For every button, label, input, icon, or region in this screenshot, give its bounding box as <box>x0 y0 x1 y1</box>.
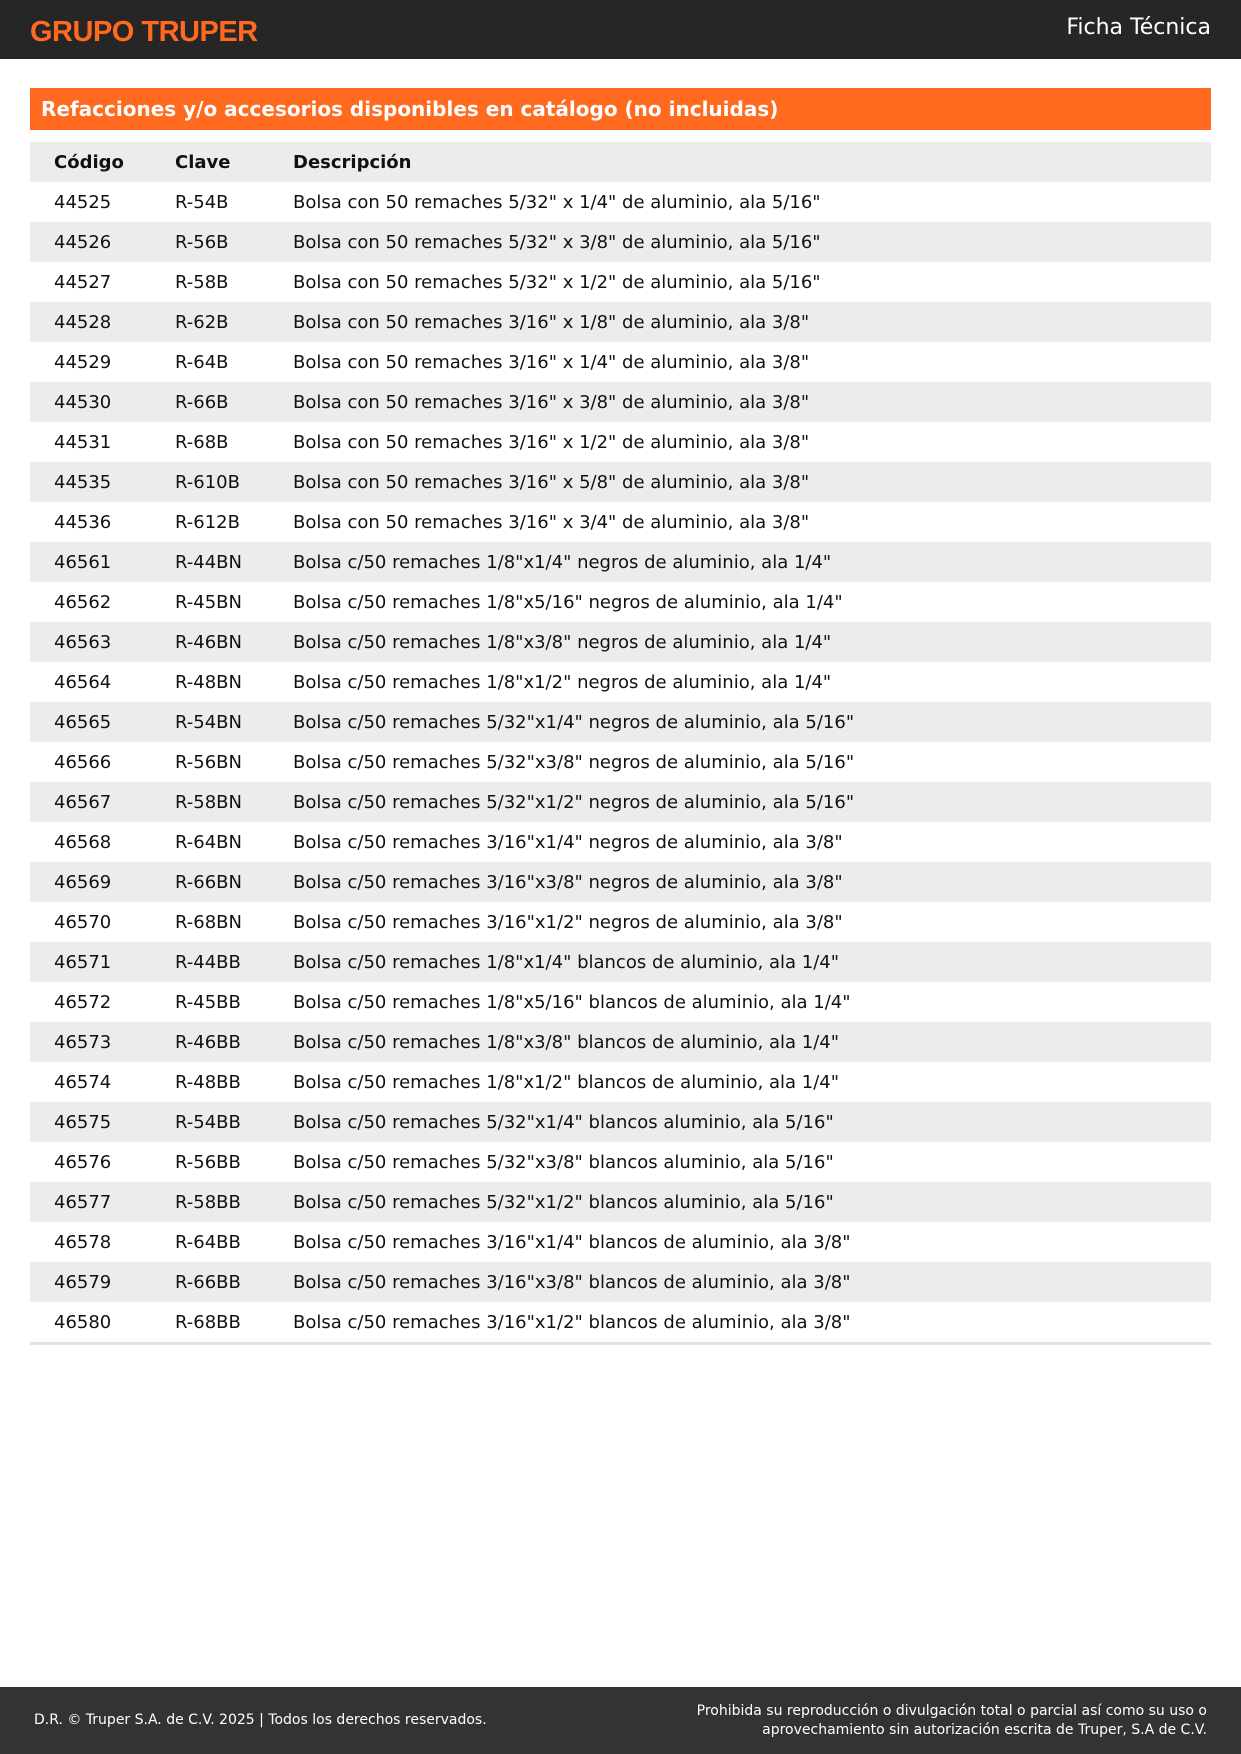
cell-clave: R-54B <box>175 191 229 213</box>
cell-codigo: 44527 <box>54 271 112 293</box>
cell-codigo: 46568 <box>54 831 112 853</box>
cell-codigo: 46575 <box>54 1111 112 1133</box>
cell-codigo: 46578 <box>54 1231 112 1253</box>
cell-clave: R-58BN <box>175 791 242 813</box>
table-row <box>30 622 1211 662</box>
cell-descripcion: Bolsa c/50 remaches 3/16"x1/2" negros de aluminio, ala 3/8" <box>293 911 843 933</box>
cell-codigo: 46563 <box>54 631 112 653</box>
cell-descripcion: Bolsa c/50 remaches 3/16"x3/8" blancos de aluminio, ala 3/8" <box>293 1271 851 1293</box>
cell-clave: R-58BB <box>175 1191 241 1213</box>
cell-codigo: 46580 <box>54 1311 112 1333</box>
table-row <box>30 1102 1211 1142</box>
cell-clave: R-46BB <box>175 1031 241 1053</box>
cell-codigo: 46573 <box>54 1031 112 1053</box>
cell-codigo: 46562 <box>54 591 112 613</box>
table-row <box>30 182 1211 222</box>
cell-codigo: 46574 <box>54 1071 112 1093</box>
cell-descripcion: Bolsa c/50 remaches 3/16"x3/8" negros de aluminio, ala 3/8" <box>293 871 843 893</box>
table-row <box>30 862 1211 902</box>
cell-codigo: 46570 <box>54 911 112 933</box>
cell-clave: R-56B <box>175 231 229 253</box>
cell-descripcion: Bolsa c/50 remaches 5/32"x1/2" negros de aluminio, ala 5/16" <box>293 791 855 813</box>
cell-descripcion: Bolsa c/50 remaches 1/8"x1/2" blancos de aluminio, ala 1/4" <box>293 1071 840 1093</box>
cell-clave: R-66BN <box>175 871 242 893</box>
grupo-truper-logo: GRUPO TRUPER <box>30 16 258 48</box>
cell-clave: R-44BB <box>175 951 241 973</box>
cell-codigo: 46561 <box>54 551 112 573</box>
copyright-text: D.R. © Truper S.A. de C.V. 2025 | Todos los derechos reservados. <box>34 1712 487 1728</box>
cell-clave: R-64B <box>175 351 229 373</box>
cell-codigo: 46576 <box>54 1151 112 1173</box>
cell-codigo: 46572 <box>54 991 112 1013</box>
table-row <box>30 462 1211 502</box>
cell-codigo: 46565 <box>54 711 112 733</box>
cell-codigo: 44531 <box>54 431 112 453</box>
cell-descripcion: Bolsa c/50 remaches 1/8"x1/4" blancos de aluminio, ala 1/4" <box>293 951 840 973</box>
cell-clave: R-58B <box>175 271 229 293</box>
cell-codigo: 44530 <box>54 391 112 413</box>
table-row <box>30 782 1211 822</box>
cell-descripcion: Bolsa c/50 remaches 1/8"x5/16" negros de aluminio, ala 1/4" <box>293 591 843 613</box>
cell-codigo: 46579 <box>54 1271 112 1293</box>
table-row <box>30 1302 1211 1342</box>
cell-descripcion: Bolsa c/50 remaches 1/8"x1/2" negros de aluminio, ala 1/4" <box>293 671 832 693</box>
cell-descripcion: Bolsa c/50 remaches 1/8"x3/8" negros de aluminio, ala 1/4" <box>293 631 832 653</box>
top-header-bar <box>0 0 1241 59</box>
table-row <box>30 302 1211 342</box>
table-row <box>30 942 1211 982</box>
column-header-clave: Clave <box>175 151 231 173</box>
cell-clave: R-64BN <box>175 831 242 853</box>
legal-notice-line-1: Prohibida su reproducción o divulgación total o parcial así como su uso o <box>696 1703 1207 1719</box>
cell-codigo: 46577 <box>54 1191 112 1213</box>
cell-clave: R-44BN <box>175 551 242 573</box>
cell-codigo: 46569 <box>54 871 112 893</box>
cell-clave: R-56BN <box>175 751 242 773</box>
cell-codigo: 44536 <box>54 511 112 533</box>
cell-descripcion: Bolsa c/50 remaches 3/16"x1/4" blancos de aluminio, ala 3/8" <box>293 1231 851 1253</box>
table-row <box>30 222 1211 262</box>
cell-clave: R-68BB <box>175 1311 241 1333</box>
cell-descripcion: Bolsa con 50 remaches 3/16" x 1/2" de aluminio, ala 3/8" <box>293 431 810 453</box>
parts-table <box>30 142 1211 1345</box>
cell-descripcion: Bolsa c/50 remaches 3/16"x1/2" blancos de aluminio, ala 3/8" <box>293 1311 851 1333</box>
cell-codigo: 44526 <box>54 231 112 253</box>
table-row <box>30 582 1211 622</box>
cell-clave: R-45BB <box>175 991 241 1013</box>
table-row <box>30 742 1211 782</box>
legal-notice-line-2: aprovechamiento sin autorización escrita de Truper, S.A de C.V. <box>762 1722 1207 1738</box>
table-row <box>30 342 1211 382</box>
cell-codigo: 46566 <box>54 751 112 773</box>
table-row <box>30 902 1211 942</box>
column-header-codigo: Código <box>54 151 124 173</box>
section-header <box>30 88 1211 130</box>
table-row <box>30 1262 1211 1302</box>
cell-codigo: 46564 <box>54 671 112 693</box>
table-row <box>30 1142 1211 1182</box>
cell-descripcion: Bolsa con 50 remaches 3/16" x 3/8" de aluminio, ala 3/8" <box>293 391 810 413</box>
cell-clave: R-54BN <box>175 711 242 733</box>
cell-descripcion: Bolsa c/50 remaches 5/32"x1/2" blancos aluminio, ala 5/16" <box>293 1191 834 1213</box>
cell-descripcion: Bolsa c/50 remaches 5/32"x3/8" blancos aluminio, ala 5/16" <box>293 1151 834 1173</box>
cell-clave: R-48BB <box>175 1071 241 1093</box>
cell-descripcion: Bolsa con 50 remaches 3/16" x 1/4" de aluminio, ala 3/8" <box>293 351 810 373</box>
table-body <box>30 182 1211 1342</box>
cell-clave: R-610B <box>175 471 240 493</box>
cell-clave: R-66B <box>175 391 229 413</box>
table-row <box>30 822 1211 862</box>
cell-descripcion: Bolsa con 50 remaches 5/32" x 3/8" de aluminio, ala 5/16" <box>293 231 821 253</box>
cell-descripcion: Bolsa con 50 remaches 3/16" x 1/8" de aluminio, ala 3/8" <box>293 311 810 333</box>
cell-codigo: 46567 <box>54 791 112 813</box>
table-row <box>30 542 1211 582</box>
cell-clave: R-56BB <box>175 1151 241 1173</box>
table-row <box>30 422 1211 462</box>
table-row <box>30 662 1211 702</box>
cell-clave: R-64BB <box>175 1231 241 1253</box>
table-row <box>30 702 1211 742</box>
table-header-row <box>30 142 1211 182</box>
cell-clave: R-45BN <box>175 591 242 613</box>
cell-clave: R-68BN <box>175 911 242 933</box>
cell-clave: R-48BN <box>175 671 242 693</box>
table-row <box>30 502 1211 542</box>
cell-descripcion: Bolsa con 50 remaches 3/16" x 5/8" de aluminio, ala 3/8" <box>293 471 810 493</box>
cell-clave: R-66BB <box>175 1271 241 1293</box>
cell-clave: R-62B <box>175 311 229 333</box>
legal-notice <box>647 1702 1207 1740</box>
cell-descripcion: Bolsa c/50 remaches 5/32"x1/4" negros de aluminio, ala 5/16" <box>293 711 855 733</box>
cell-clave: R-54BB <box>175 1111 241 1133</box>
table-row <box>30 1062 1211 1102</box>
cell-descripcion: Bolsa c/50 remaches 3/16"x1/4" negros de aluminio, ala 3/8" <box>293 831 843 853</box>
page-footer <box>0 1687 1241 1754</box>
cell-descripcion: Bolsa con 50 remaches 3/16" x 3/4" de aluminio, ala 3/8" <box>293 511 810 533</box>
table-row <box>30 1182 1211 1222</box>
cell-descripcion: Bolsa c/50 remaches 1/8"x5/16" blancos de aluminio, ala 1/4" <box>293 991 851 1013</box>
table-row <box>30 382 1211 422</box>
table-row <box>30 1222 1211 1262</box>
cell-descripcion: Bolsa con 50 remaches 5/32" x 1/4" de aluminio, ala 5/16" <box>293 191 821 213</box>
cell-codigo: 44529 <box>54 351 112 373</box>
cell-descripcion: Bolsa c/50 remaches 5/32"x3/8" negros de aluminio, ala 5/16" <box>293 751 855 773</box>
cell-codigo: 44525 <box>54 191 112 213</box>
cell-descripcion: Bolsa c/50 remaches 1/8"x3/8" blancos de aluminio, ala 1/4" <box>293 1031 840 1053</box>
cell-descripcion: Bolsa c/50 remaches 5/32"x1/4" blancos aluminio, ala 5/16" <box>293 1111 834 1133</box>
cell-clave: R-46BN <box>175 631 242 653</box>
cell-clave: R-68B <box>175 431 229 453</box>
section-title: Refacciones y/o accesorios disponibles en catálogo (no incluidas) <box>41 97 779 121</box>
table-row <box>30 262 1211 302</box>
cell-codigo: 44535 <box>54 471 112 493</box>
cell-descripcion: Bolsa con 50 remaches 5/32" x 1/2" de aluminio, ala 5/16" <box>293 271 821 293</box>
table-row <box>30 1022 1211 1062</box>
cell-descripcion: Bolsa c/50 remaches 1/8"x1/4" negros de aluminio, ala 1/4" <box>293 551 832 573</box>
document-title: Ficha Técnica <box>1066 15 1211 40</box>
table-row <box>30 982 1211 1022</box>
cell-clave: R-612B <box>175 511 240 533</box>
column-header-descripcion: Descripción <box>293 151 412 173</box>
cell-codigo: 44528 <box>54 311 112 333</box>
cell-codigo: 46571 <box>54 951 112 973</box>
